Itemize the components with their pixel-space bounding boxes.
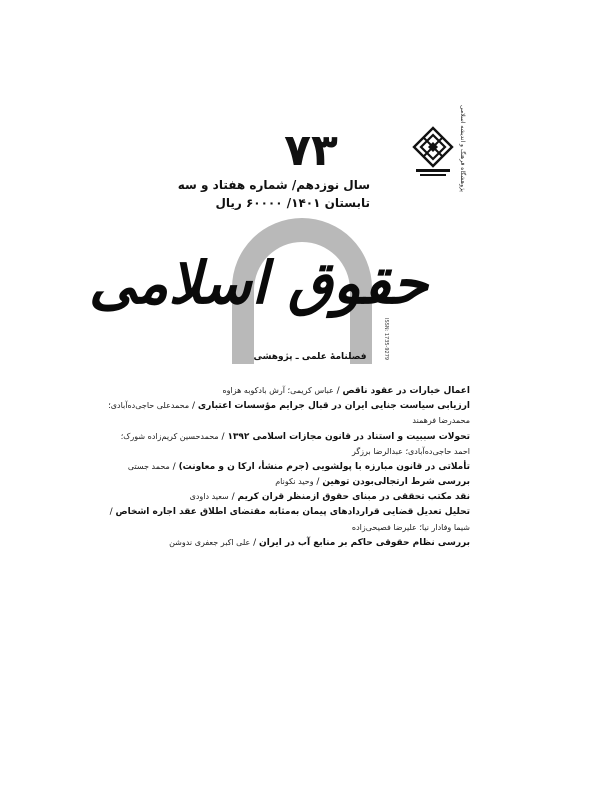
toc-authors: محمدحسین کریم‌زاده شورک؛: [120, 431, 219, 441]
toc-item: اعمال خیارات در عقود ناقص / عباس کریمی؛ آرش بادکوبه هزاوه: [222, 386, 470, 396]
toc-authors: عباس کریمی؛ آرش بادکوبه هزاوه: [222, 386, 334, 395]
toc-title: بررسی نظام حقوقی حاکم بر منابع آب در ایران: [259, 537, 470, 548]
toc-item: بررسی شرط ارتجالی‌بودن توهین / وحید نکونام: [275, 477, 470, 488]
publisher-caption: پژوهشگاه فرهنگ و اندیشه اسلامی: [459, 105, 466, 192]
volume-line: سال نوزدهم/ شماره هفتاد و سه: [177, 178, 370, 192]
toc-title: نقد مکتب تحققی در مبنای حقوق ازمنظر قران کریم: [237, 492, 470, 503]
toc-title: تحولات سببیت و استناد در قانون مجازات اسلامی ۱۳۹۲: [227, 431, 470, 442]
toc-title: تحلیل تعدیل قضایی قراردادهای پیمان به‌مثابه مقتضای اطلاق عقد اجاره اشخاص: [115, 506, 470, 517]
toc-authors-continuation: شیما وفادار نیا؛ علیرضا فصیحی‌زاده: [351, 522, 470, 532]
toc-title: بررسی شرط ارتجالی‌بودن توهین: [322, 477, 470, 488]
toc-item: بررسی نظام حقوقی حاکم بر منابع آب در ایران / علی اکبر جعفری ندوشن: [169, 537, 470, 548]
toc-item: نقد مکتب تحققی در مبنای حقوق ازمنظر قران کریم / سعید داودی: [189, 492, 470, 503]
toc-authors-continuation: احمد حاجی‌ده‌آبادی؛ عبدالرضا برزگر: [351, 446, 470, 456]
issue-number: ۷۳: [284, 125, 338, 176]
toc-authors-continuation: محمدرضا فرهمند: [412, 416, 470, 426]
toc-authors: سعید داودی: [189, 492, 229, 502]
issn-label: ISSN: 1735-9279: [383, 318, 389, 361]
toc-title: اعمال خیارات در عقود ناقص: [342, 386, 470, 396]
toc-authors: علی اکبر جعفری ندوشن: [169, 537, 251, 547]
toc-title: ارزیابی سیاست جنایی ایران در قبال جرایم مؤسسات اعتباری: [197, 401, 470, 412]
journal-subtitle: فصلنامهٔ علمی ـ پژوهشی: [253, 352, 367, 362]
table-of-contents: [108, 383, 470, 550]
toc-item: تأملاتی در قانون مبارزه با پولشویی (جرم منشأ، ارکا ن و معاونت) / محمد جستی: [127, 461, 470, 472]
date-price-line: تابستان ۱۴۰۱/ ۶۰۰۰۰ ریال: [215, 196, 370, 210]
journal-title: حقوق اسلامی: [88, 249, 428, 317]
toc-item: تحولات سببیت و استناد در قانون مجازات اسلامی ۱۳۹۲ / محمدحسین کریم‌زاده شورک؛: [120, 431, 470, 442]
toc-item: تحلیل تعدیل قضایی قراردادهای پیمان به‌مثابه مقتضای اطلاق عقد اجاره اشخاص /: [109, 506, 470, 517]
toc-title: تأملاتی در قانون مبارزه با پولشویی (جرم منشأ، ارکا ن و معاونت): [178, 461, 470, 472]
toc-authors: محمدعلی حاجی‌ده‌آبادی؛: [108, 401, 190, 411]
knot-logo-icon: [412, 126, 454, 180]
toc-item: ارزیابی سیاست جنایی ایران در قبال جرایم مؤسسات اعتباری / محمدعلی حاجی‌ده‌آبادی؛: [108, 401, 470, 412]
toc-authors: محمد جستی: [127, 461, 170, 471]
toc-authors: وحید نکونام: [275, 477, 314, 487]
